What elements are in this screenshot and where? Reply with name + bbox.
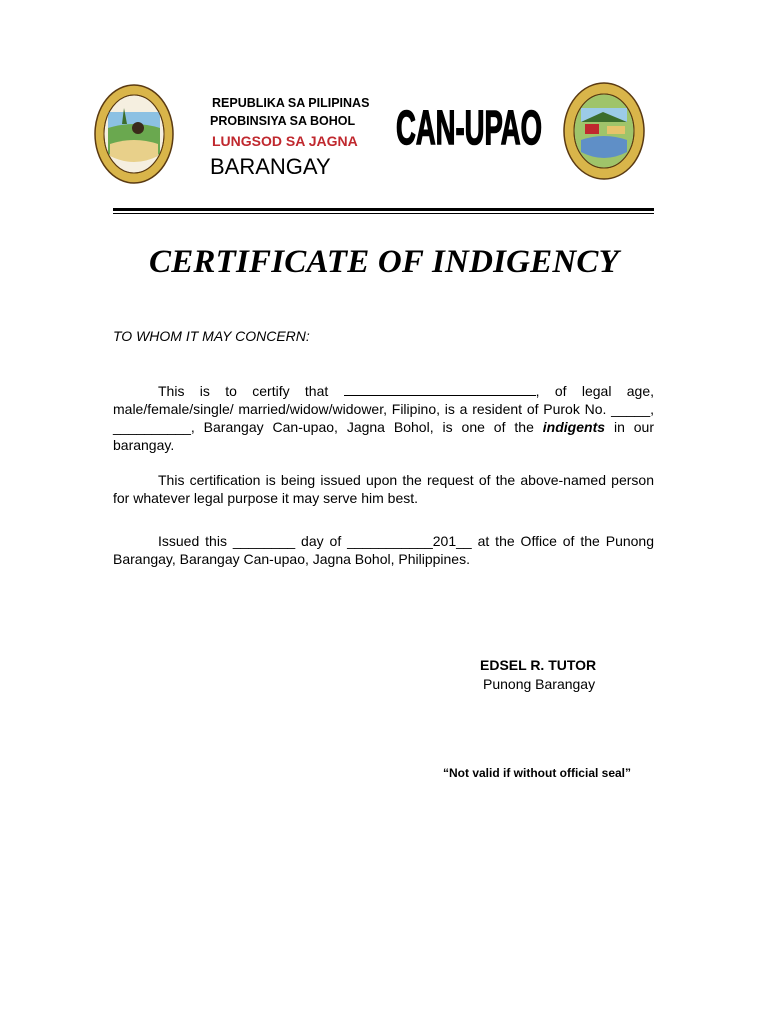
- header-municipality: LUNGSOD SA JAGNA: [212, 133, 358, 149]
- header-province: PROBINSIYA SA BOHOL: [210, 114, 356, 128]
- paragraph-issued: [113, 532, 654, 568]
- validity-note: “Not valid if without official seal”: [443, 766, 632, 780]
- can-upao-logo: [395, 90, 543, 155]
- municipal-seal-icon: [94, 84, 174, 184]
- barangay-seal-icon: [563, 82, 645, 180]
- header-barangay: BARANGAY: [210, 154, 331, 179]
- signatory-name: EDSEL R. TUTOR: [480, 657, 597, 673]
- salutation: TO WHOM IT MAY CONCERN:: [113, 328, 310, 344]
- paragraph-certify: [113, 382, 654, 454]
- p3-text: Issued this ________ day of ___________201__ at the Office of the Punong Barangay, Barangay Can-upao, Jagna Bohol, Philippines.: [113, 533, 654, 567]
- indigents-emphasis: indigents: [542, 419, 606, 435]
- header-rule-thick: [113, 208, 654, 211]
- header-republic: REPUBLIKA SA PILIPINAS: [212, 96, 370, 110]
- header-rule-thin: [113, 213, 654, 214]
- p2-text: This certification is being issued upon the request of the above-named person for whatever legal purpose it may serve him best.: [113, 472, 654, 506]
- paragraph-purpose: [113, 471, 654, 507]
- p1-text-a: This is to certify that: [158, 383, 329, 399]
- brand-text: CAN-UPAO: [396, 102, 542, 155]
- name-blank: [344, 383, 536, 396]
- document-title: CERTIFICATE OF INDIGENCY: [149, 244, 619, 280]
- p1-text-b: , of legal age, male/female/single/ married/widow/widower, Filipino, is a resident of Purok No. _____, __________, Barangay Can-upao, Jagna Bohol, is one of the: [113, 383, 655, 435]
- signatory-title: Punong Barangay: [483, 676, 596, 692]
- p1-text-c: in our barangay.: [113, 419, 655, 453]
